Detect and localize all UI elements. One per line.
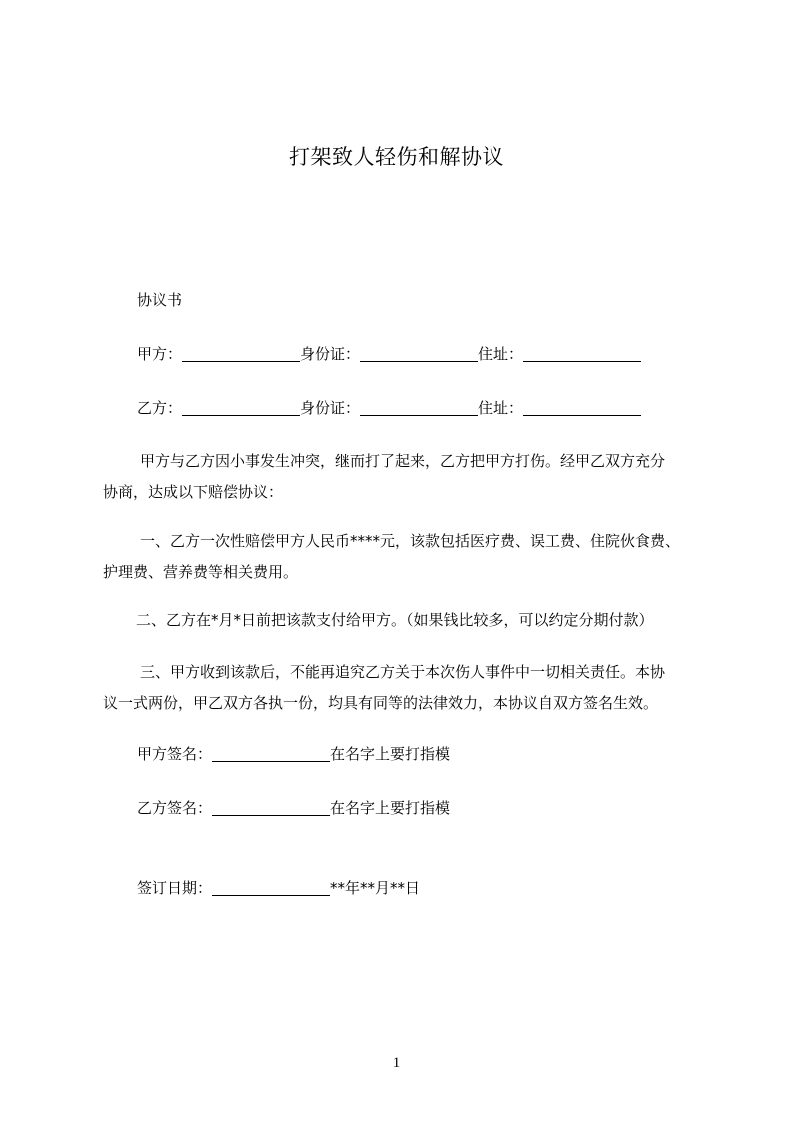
signature-a-label: 甲方签名： (137, 745, 213, 763)
party-b-name-blank (182, 398, 300, 416)
signing-date-blank (212, 878, 330, 896)
party-b-row (137, 396, 737, 420)
party-b-address-blank (523, 398, 641, 416)
clause-2-paragraph (103, 605, 703, 636)
party-a-id-label: 身份证： (300, 345, 361, 363)
signature-b-blank (212, 798, 330, 816)
clause-1-line-2: 护理费、营养费等相关费用。 (103, 563, 299, 581)
party-a-name-blank (182, 344, 300, 362)
clause-3-line-2: 议一式两份，甲乙双方各执一份，均具有同等的法律效力，本协议自双方签名生效。 (103, 694, 659, 712)
clause-1-line-1: 一、乙方一次性赔偿甲方人民币****元，该款包括医疗费、误工费、住院伙食费、 (140, 532, 681, 550)
clause-1-paragraph (103, 526, 703, 588)
party-a-label: 甲方： (137, 345, 183, 363)
clause-3-paragraph (103, 657, 703, 719)
intro-line-1: 甲方与乙方因小事发生冲突，继而打了起来，乙方把甲方打伤。经甲乙双方充分 (140, 452, 666, 470)
party-a-address-blank (523, 344, 641, 362)
party-a-address-label: 住址： (478, 345, 524, 363)
signature-a-note: 在名字上要打指模 (330, 745, 451, 763)
signing-date-label: 签订日期： (137, 879, 213, 897)
party-a-id-blank (360, 344, 478, 362)
document-title: 打架致人轻伤和解协议 (289, 145, 504, 169)
signature-a-row (137, 742, 737, 766)
signature-b-row (137, 796, 737, 820)
party-b-id-label: 身份证： (300, 399, 361, 417)
intro-paragraph (103, 446, 703, 508)
page-number: 1 (392, 1055, 401, 1071)
intro-line-2: 协商，达成以下赔偿协议： (103, 483, 284, 501)
clause-2-line-1: 二、乙方在*月*日前把该款支付给甲方。（如果钱比较多，可以约定分期付款） (136, 611, 654, 629)
signing-date-row (137, 876, 737, 900)
party-b-address-label: 住址： (478, 399, 524, 417)
signature-a-blank (212, 744, 330, 762)
signature-b-note: 在名字上要打指模 (330, 799, 451, 817)
agreement-heading: 协议书 (137, 291, 183, 309)
signature-b-label: 乙方签名： (137, 799, 213, 817)
party-b-label: 乙方： (137, 399, 183, 417)
party-b-id-blank (360, 398, 478, 416)
party-a-row (137, 342, 737, 366)
clause-3-line-1: 三、甲方收到该款后，不能再追究乙方关于本次伤人事件中一切相关责任。本协 (140, 663, 666, 681)
signing-date-value: **年**月**日 (330, 879, 421, 897)
